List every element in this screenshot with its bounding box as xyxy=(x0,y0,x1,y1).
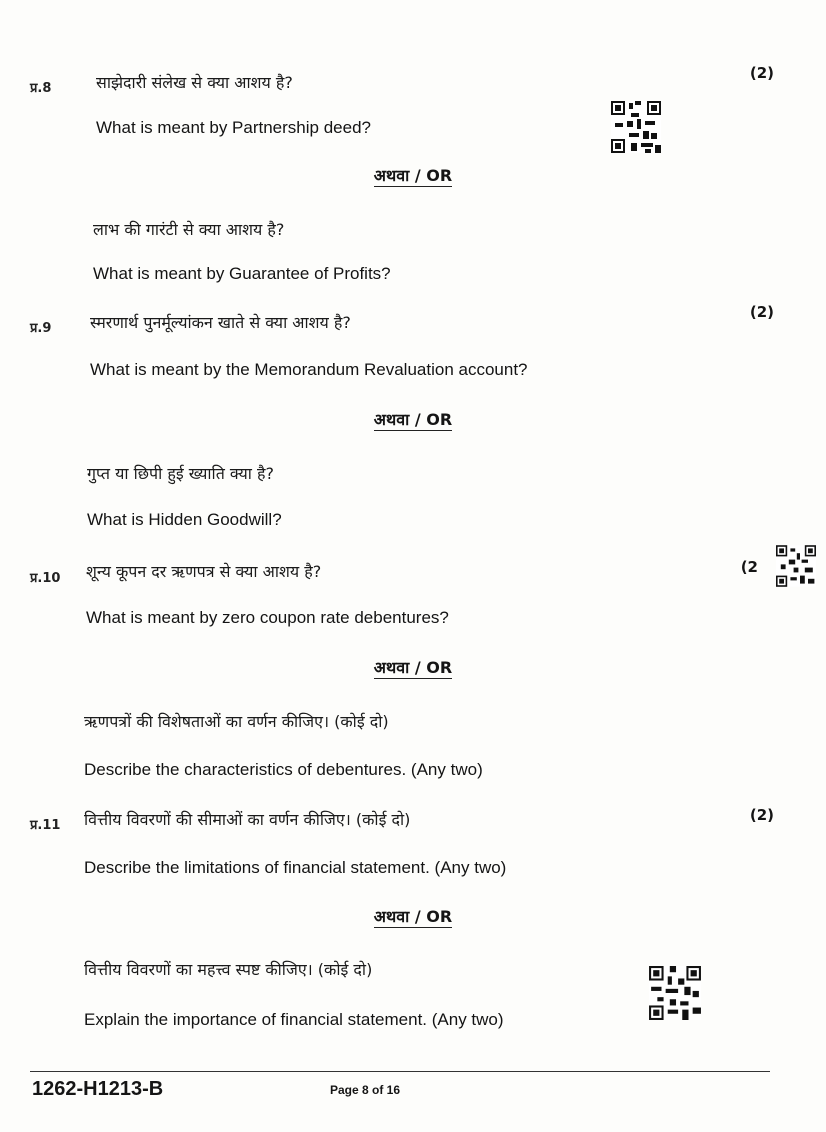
paper-code: 1262-H1213-B xyxy=(32,1078,164,1100)
question-text-hindi: वित्तीय विवरणों की सीमाओं का वर्णन कीजिए। (कोई दो) xyxy=(84,810,411,829)
question-text-hindi: शून्य कूपन दर ऋणपत्र से क्या आशय है? xyxy=(86,562,322,581)
footer-divider xyxy=(30,1071,770,1072)
or-question-hindi: लाभ की गारंटी से क्या आशय है? xyxy=(93,220,285,239)
qr-code-icon xyxy=(776,545,816,587)
question-number: प्र.11 xyxy=(30,818,61,833)
or-question-english: Describe the characteristics of debentures. (Any two) xyxy=(84,760,483,779)
or-question-english: Explain the importance of financial statement. (Any two) xyxy=(84,1010,504,1029)
question-text-hindi: स्मरणार्थ पुनर्मूल्यांकन खाते से क्या आशय है? xyxy=(90,313,351,332)
question-marks: (2) xyxy=(749,303,774,321)
or-separator: अथवा / OR xyxy=(373,658,453,677)
or-separator: अथवा / OR xyxy=(373,410,453,429)
question-text-english: What is meant by zero coupon rate debentures? xyxy=(86,608,449,627)
or-question-hindi: ऋणपत्रों की विशेषताओं का वर्णन कीजिए। (कोई दो) xyxy=(84,712,389,731)
question-number: प्र.9 xyxy=(30,321,52,336)
question-marks: (2) xyxy=(749,806,774,824)
or-separator: अथवा / OR xyxy=(373,166,453,185)
question-text-hindi: साझेदारी संलेख से क्या आशय है? xyxy=(96,73,293,92)
or-separator: अथवा / OR xyxy=(373,907,453,926)
or-question-hindi: वित्तीय विवरणों का महत्त्व स्पष्ट कीजिए। (कोई दो) xyxy=(84,960,373,979)
question-marks: (2) xyxy=(749,64,774,82)
question-number: प्र.10 xyxy=(30,571,61,586)
question-text-english: What is meant by the Memorandum Revaluation account? xyxy=(90,360,528,379)
or-question-english: What is Hidden Goodwill? xyxy=(87,510,282,529)
or-question-english: What is meant by Guarantee of Profits? xyxy=(93,264,391,283)
question-number: प्र.8 xyxy=(30,81,52,96)
qr-code-icon xyxy=(649,966,701,1020)
question-text-english: What is meant by Partnership deed? xyxy=(96,118,371,137)
question-marks: (2 xyxy=(740,558,758,576)
qr-code-icon xyxy=(611,101,661,153)
page-number: Page 8 of 16 xyxy=(330,1083,401,1097)
or-question-hindi: गुप्त या छिपी हुई ख्याति क्या है? xyxy=(87,464,274,483)
question-text-english: Describe the limitations of financial statement. (Any two) xyxy=(84,858,507,877)
